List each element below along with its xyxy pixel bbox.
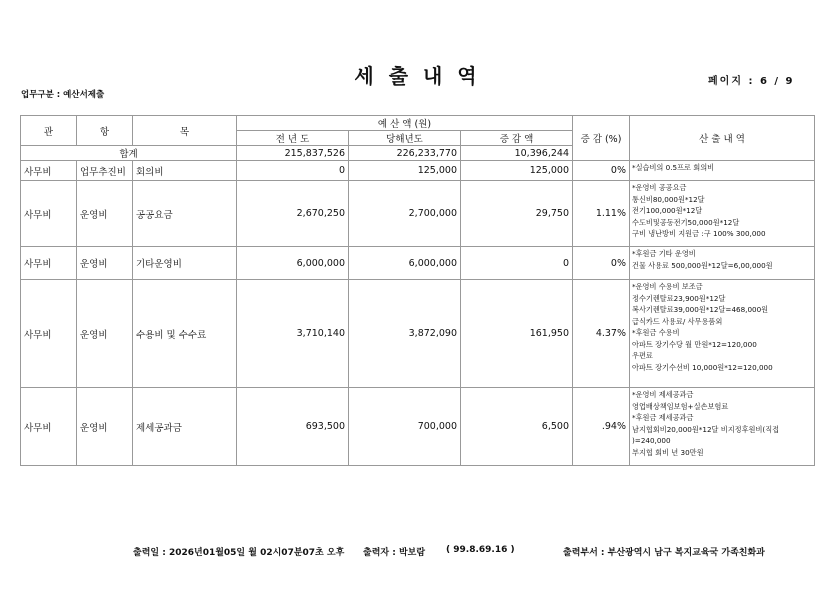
expenditure-table [20, 115, 815, 466]
detail-line: 부지협 회비 년 30만원 [632, 447, 704, 457]
detail-line: *후원금 제세공과금 [632, 413, 694, 422]
detail-line: 구비 냉난방비 지원금 :구 100% 300,000 [632, 229, 766, 238]
cell-hang: 운영비 [77, 247, 133, 280]
header-this-year: 당해년도 [349, 131, 461, 146]
total-curr: 226,233,770 [349, 146, 461, 161]
cell-prev: 6,000,000 [237, 247, 349, 280]
cell-detail [630, 181, 815, 247]
printed-by: 출력자 : 박보람 [363, 548, 426, 558]
printer-code: ( 99.8.69.16 ) [446, 545, 515, 555]
header-gwan: 관 [21, 116, 77, 146]
cell-hang: 운영비 [77, 388, 133, 466]
document-title: 세 출 내 역 [354, 64, 481, 88]
total-label: 합계 [21, 146, 237, 161]
header-detail: 산 출 내 역 [630, 116, 815, 161]
detail-line: *운영비 공공요금 [632, 183, 687, 192]
cell-change: 29,750 [461, 181, 573, 247]
detail-line: 남지협회비20,000원*12달 비지정후원비(직접 [632, 424, 780, 434]
cell-hang: 업무추진비 [77, 161, 133, 181]
cell-mok: 회의비 [133, 161, 237, 181]
detail-line: *운영비 수용비 보조금 [632, 282, 703, 291]
cell-change: 161,950 [461, 280, 573, 388]
cell-prev: 0 [237, 161, 349, 181]
cell-curr: 2,700,000 [349, 181, 461, 247]
cell-detail [630, 247, 815, 280]
detail-line: 영업배상책임보험+실손보험료 [632, 401, 729, 411]
detail-line: 통신비80,000원*12달 [632, 194, 705, 204]
detail-line: 급식카드 사용료/ 사무용품외 [632, 316, 723, 326]
table-row [21, 161, 815, 181]
cell-hang: 운영비 [77, 181, 133, 247]
cell-pct: 1.11% [573, 181, 630, 247]
header-change-amt: 증 감 액 [461, 131, 573, 146]
header-prev-year: 전 년 도 [237, 131, 349, 146]
cell-gwan: 사무비 [21, 161, 77, 181]
cell-detail [630, 161, 815, 181]
detail-line: )=240,000 [632, 436, 671, 445]
cell-detail [630, 388, 815, 466]
cell-gwan: 사무비 [21, 247, 77, 280]
cell-curr: 6,000,000 [349, 247, 461, 280]
page-indicator: 페이지 : 6 / 9 [708, 76, 795, 87]
detail-line: 아파트 장기수선비 10,000원*12=120,000 [632, 362, 773, 372]
cell-pct: 0% [573, 247, 630, 280]
detail-line: *후원금 기타 운영비 [632, 249, 696, 258]
printing-department: 출력부서 : 부산광역시 남구 복지교육국 가족친화과 [563, 548, 765, 558]
table-row [21, 388, 815, 466]
cell-detail [630, 280, 815, 388]
detail-line: 아파트 장기수당 월 만원*12=120,000 [632, 339, 757, 349]
detail-line: *실습비의 0.5프로 회의비 [632, 163, 715, 172]
table-row [21, 181, 815, 247]
detail-line: *후원금 수용비 [632, 328, 680, 337]
cell-hang: 운영비 [77, 280, 133, 388]
header-budget-group: 예 산 액 (원) [237, 116, 573, 131]
cell-pct: 4.37% [573, 280, 630, 388]
cell-mok: 제세공과금 [133, 388, 237, 466]
cell-mok: 기타운영비 [133, 247, 237, 280]
cell-curr: 125,000 [349, 161, 461, 181]
cell-prev: 693,500 [237, 388, 349, 466]
cell-pct: 0% [573, 161, 630, 181]
cell-curr: 700,000 [349, 388, 461, 466]
header-change-pct: 증 감 (%) [573, 116, 630, 161]
cell-gwan: 사무비 [21, 388, 77, 466]
detail-line: 우편료 [632, 351, 653, 360]
detail-line: *운영비 제세공과금 [632, 390, 694, 399]
detail-line: 전기100,000원*12달 [632, 206, 703, 215]
table-row [21, 280, 815, 388]
cell-gwan: 사무비 [21, 280, 77, 388]
cell-change: 0 [461, 247, 573, 280]
table-row [21, 247, 815, 280]
detail-line: 건물 사용료 500,000원*12달=6,00,000원 [632, 260, 773, 270]
total-change: 10,396,244 [461, 146, 573, 161]
cell-prev: 2,670,250 [237, 181, 349, 247]
header-hang: 항 [77, 116, 133, 146]
detail-line: 정수기렌탈료23,900원*12달 [632, 293, 726, 303]
detail-line: 수도비및공동전기50,000원*12달 [632, 217, 740, 227]
cell-mok: 수용비 및 수수료 [133, 280, 237, 388]
cell-curr: 3,872,090 [349, 280, 461, 388]
header-mok: 목 [133, 116, 237, 146]
cell-change: 125,000 [461, 161, 573, 181]
printed-date: 출력일 : 2026년01월05일 월 02시07분07초 오후 [133, 548, 345, 558]
cell-gwan: 사무비 [21, 181, 77, 247]
detail-line: 복사기렌탈료39,000원*12달=468,000원 [632, 305, 769, 314]
total-prev: 215,837,526 [237, 146, 349, 161]
cell-change: 6,500 [461, 388, 573, 466]
business-category: 업무구분 : 예산서제출 [21, 90, 105, 100]
cell-mok: 공공요금 [133, 181, 237, 247]
cell-prev: 3,710,140 [237, 280, 349, 388]
cell-pct: .94% [573, 388, 630, 466]
